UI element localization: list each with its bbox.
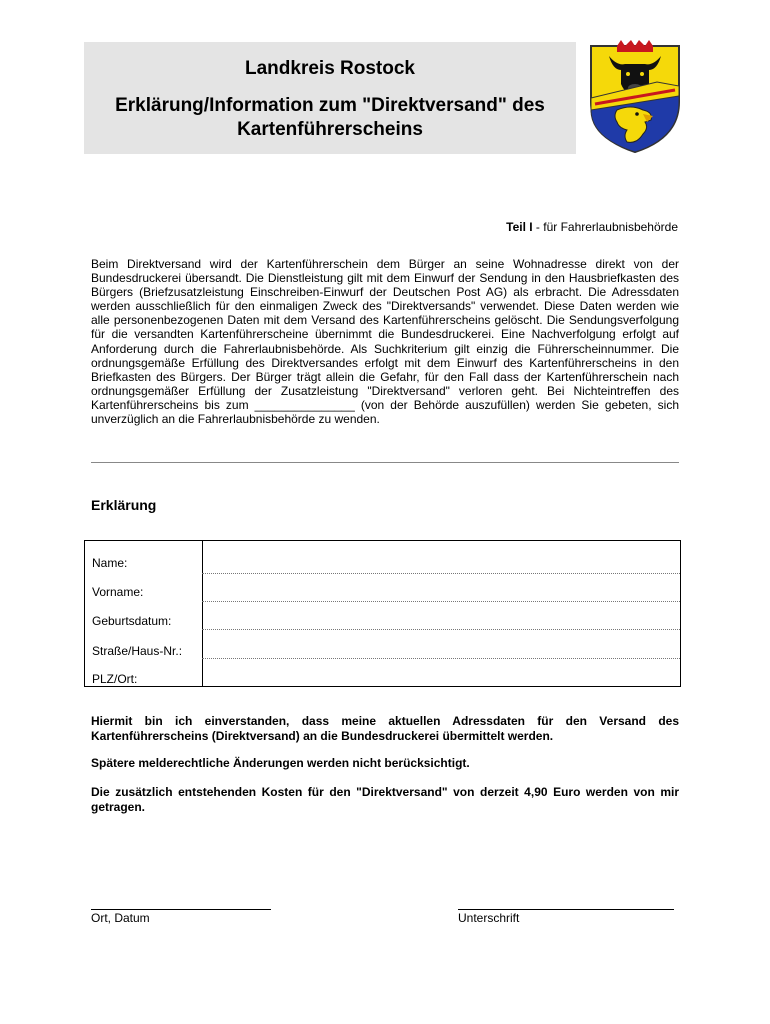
subtitle-line-2: Kartenführerscheins xyxy=(237,119,423,140)
divider xyxy=(91,462,679,463)
row-separator xyxy=(202,573,680,574)
name-label: Name: xyxy=(92,556,128,570)
coat-of-arms-icon xyxy=(587,40,683,154)
consent-statement: Hiermit bin ich einverstanden, dass meine aktuellen Adressdaten für den Versand des Kartenführerscheins (Direktversand) an die Bundesdruckerei übermittelt werden. xyxy=(91,714,679,743)
row-separator xyxy=(202,658,680,659)
part-indicator xyxy=(506,220,678,234)
part-recipient: - für Fahrerlaubnisbehörde xyxy=(532,220,678,234)
part-label: Teil I xyxy=(506,220,533,234)
row-separator xyxy=(202,629,680,630)
subtitle-line-1: Erklärung/Information zum "Direktversand" des xyxy=(115,95,545,116)
row-separator xyxy=(202,601,680,602)
plz-ort-label: PLZ/Ort: xyxy=(92,672,138,686)
intro-paragraph: Beim Direktversand wird der Kartenführerschein dem Bürger an seine Wohnadresse direkt von der Bundesdruckerei übersandt. Die Dienstleistung gilt mit dem Einwurf der Sendung in den Hausbriefkasten des Bürgers (Briefzusatzleistung Einschreiben-Einwurf der Deutschen Post AG) als erbracht. Die Adressdaten werden ausschließlich für den einmaligen Zweck des "Direktversands" verwendet. Diese Daten werden wie alle personenbezogenen Daten mit dem Versand des Kartenführerscheins gelöscht. Die Sendungsverfolgung für die versandten Kartenführerscheine übernimmt die Bundesdruckerei. Eine Nachverfolgung erfolgt auf Anforderung durch die Fahrerlaubnisbehörde. Als Suchkriterium gilt einzig die Führerscheinnummer. Die ordnungsgemäße Erfüllung des Direktversandes erfolgt mit dem Einwurf des Kartenführerscheins in den Briefkasten des Bürgers. Der Bürger trägt allein die Gefahr, für den Fall dass der Kartenführerschein nach ordnungsgemäßer Erfüllung der Zusatzleistung "Direktversand" verloren geht. Bei Nichteintreffen des Kartenführerscheins bis zum _______________ (von der Behörde auszufüllen) werden Sie gebeten, sich unverzüglich an die Fahrerlaubnisbehörde zu wenden. xyxy=(91,257,679,427)
vorname-label: Vorname: xyxy=(92,585,144,599)
section-title: Erklärung xyxy=(91,497,157,513)
place-date-label: Ort, Datum xyxy=(91,911,150,925)
strasse-label: Straße/Haus-Nr.: xyxy=(92,644,183,658)
crown-icon xyxy=(617,40,653,52)
changes-statement: Spätere melderechtliche Änderungen werden nicht berücksichtigt. xyxy=(91,756,470,770)
signature-label: Unterschrift xyxy=(458,911,520,925)
personal-data-table xyxy=(84,540,681,687)
signature-line xyxy=(458,909,674,910)
document-title: Landkreis Rostock xyxy=(245,58,415,79)
place-date-line xyxy=(91,909,271,910)
document-subtitle xyxy=(84,94,576,142)
geburtsdatum-label: Geburtsdatum: xyxy=(92,614,172,628)
costs-statement: Die zusätzlich entstehenden Kosten für den "Direktversand" von derzeit 4,90 Euro werden von mir getragen. xyxy=(91,785,679,814)
table-column-divider xyxy=(202,541,203,686)
